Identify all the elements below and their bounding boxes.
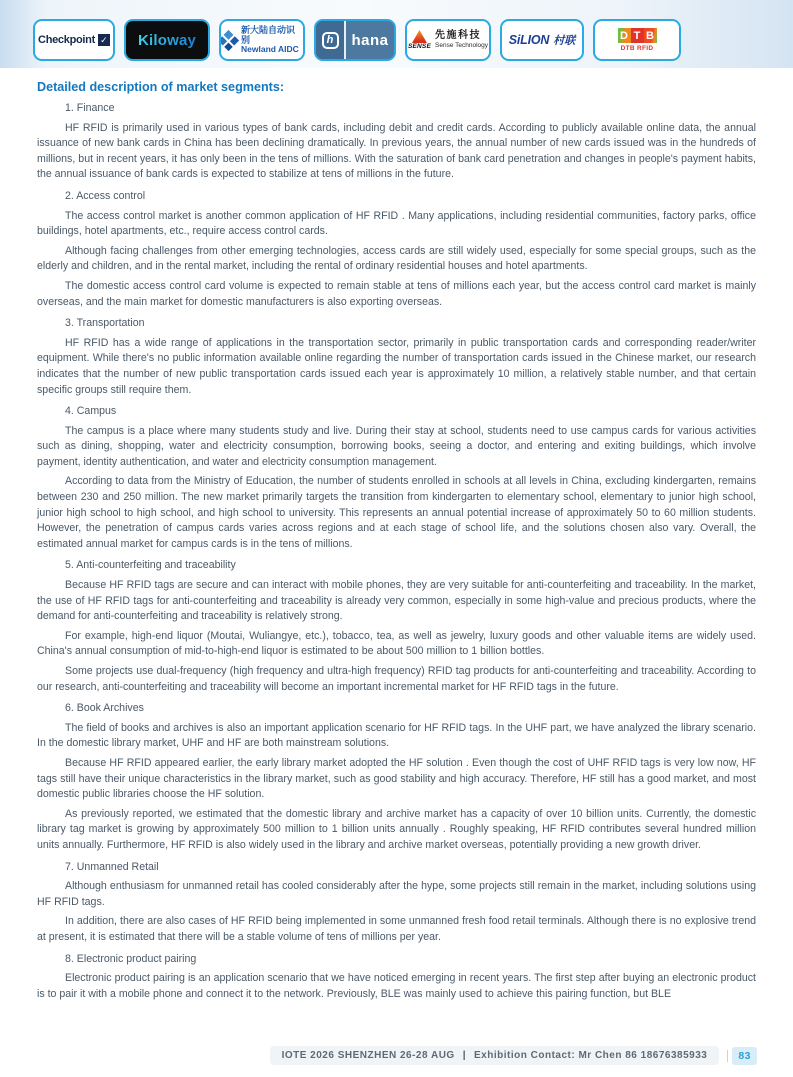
logo-newland bbox=[219, 19, 305, 61]
page-title: Detailed description of market segments: bbox=[37, 80, 285, 94]
section-title: 5. Anti-counterfeiting and traceability bbox=[65, 559, 236, 572]
section-title: 8. Electronic product pairing bbox=[65, 952, 197, 965]
paragraph: The domestic access control card volume is expected to remain stable at tens of millions each year, but the access control card market is mainly overseas, and the main market for domestic manufacturers is also exporting overseas. bbox=[37, 279, 756, 308]
silion-wordmark: SiLION bbox=[508, 33, 550, 47]
section-title: 3. Transportation bbox=[65, 317, 145, 330]
dtb-sub-label: DTB RFID bbox=[620, 45, 654, 52]
paragraph: HF RFID has a wide range of applications in the transportation sector, primarily in public transportation cards and corresponding reader/writer equipment. While there's no public information available online regarding the number of transportation cards issued in the Chinese market, our research indicates that the number of new public transportation cards issued each year is approximately 10 million, a relatively stable number, and that certain specific groups still require them. bbox=[37, 336, 756, 396]
market-segment-section bbox=[37, 701, 756, 853]
footer-event-label: IOTE 2026 SHENZHEN 26-28 AUG bbox=[281, 1050, 455, 1061]
checkpoint-wordmark: Checkpoint bbox=[38, 34, 95, 46]
logo-checkpoint bbox=[33, 19, 115, 61]
logo-sense bbox=[405, 19, 491, 61]
sense-cn-label: 先施科技 bbox=[435, 30, 482, 42]
market-segment-section bbox=[37, 189, 756, 310]
market-segment-section bbox=[37, 404, 756, 552]
newland-cn-label: 新大陆自动识别 bbox=[241, 24, 296, 46]
footer-contact-label: Exhibition Contact: Mr Chen 86 18676385933 bbox=[474, 1050, 708, 1061]
logo-silion bbox=[500, 19, 584, 61]
sense-brand-label: SENSE bbox=[407, 43, 432, 50]
footer-separator: | bbox=[462, 1050, 467, 1061]
paragraph: Although enthusiasm for unmanned retail has cooled considerably after the hype, some projects still remain in the market, including solutions using HF RFID tags. bbox=[37, 880, 756, 908]
paragraph: For example, high-end liquor (Moutai, Wuliangye, etc.), tobacco, tea, as well as jewelry, luxury goods and other valuable items are widely used. China's annual consumption of mid-to-high-end liquor is estimated to be about 500 million to 1 billion bottles. bbox=[37, 629, 756, 658]
section-title: 1. Finance bbox=[65, 102, 115, 114]
content bbox=[37, 80, 756, 1002]
market-segment-section bbox=[37, 558, 756, 695]
paragraph: HF RFID is primarily used in various types of bank cards, including debit and credit cards. According to publicly available online data, the annual issuance of new bank cards in China has been declining dramatically. In previous years, the annual number of new cards issued was in the hundreds of millions, but in recent years, it has only been in the tens of millions. With the saturation of bank card penetration and changes in people's payment habits, the annual issuance of bank cards is expected to stabilize at tens of millions in the future. bbox=[37, 121, 756, 181]
paragraph: According to data from the Ministry of Education, the number of students enrolled in schools at all levels in China, excluding kindergarten, remains between 230 and 250 million. The new market primarily targets the transition from kindergarten to elementary school, elementary to junior high school, junior high school to high school, and high school to university. This represents an annual potential increase of approximately 50 to 60 million students. However, the penetration of campus cards varies across regions and at each stage of school life, and the solutions chosen also vary. Overall, the estimated annual market for campus cards is in the tens of millions. bbox=[37, 475, 756, 550]
paragraph: The campus is a place where many students study and live. During their stay at school, students need to use campus cards for various activities such as dining, shopping, water and electricity consumption, borrowing books, seeing a doctor, and entering and exiting buildings, which involve payment, identity authentication, and water and electricity consumption management. bbox=[37, 424, 756, 468]
footer-strip bbox=[270, 1046, 720, 1065]
section-title: 4. Campus bbox=[65, 405, 117, 418]
section-title: 7. Unmanned Retail bbox=[65, 860, 159, 873]
sponsor-banner bbox=[0, 0, 793, 68]
paragraph: The access control market is another common application of HF RFID . Many applications, including residential communities, factory parks, office buildings, hotel apartments, etc., require access control cards. bbox=[37, 209, 756, 238]
paragraph: Because HF RFID appeared earlier, the early library market adopted the HF solution . Even though the cost of UHF RFID tags is very low now, HF tags still have their unique characteristics in the library market, such as good stability and high accuracy. Therefore, HF still has a good market, and most domestic public libraries choose the HF solution. bbox=[37, 756, 756, 801]
sense-triangle-icon bbox=[408, 30, 431, 50]
paragraph: Some projects use dual-frequency (high frequency and ultra-high frequency) RFID tag products for anti-counterfeiting and traceability. According to our research, anti-counterfeiting and traceability will become an important incremental market for HF RFID tags in the future. bbox=[37, 665, 756, 693]
page-number-badge: 83 bbox=[732, 1047, 757, 1065]
hana-monogram-icon: h bbox=[322, 32, 339, 49]
logo-dtb bbox=[593, 19, 681, 61]
paragraph: As previously reported, we estimated that the domestic library and archive market has a capacity of over 10 billion units. Currently, the domestic library tag market is growing by approximately 500 million to 1 billion units annually . Roughly speaking, HF RFID contributes several hundred million units annually. Furthermore, HF RFID is also widely used in the library and archive market overseas, potentially providing a new growth driver. bbox=[37, 807, 756, 851]
logo-kiloway bbox=[124, 19, 210, 61]
checkpoint-check-icon: ✓ bbox=[98, 34, 110, 46]
paragraph: In addition, there are also cases of HF RFID being implemented in some unmanned fresh food retail terminals. Although there is no explosive trend at present, it is estimated that there will be a stable volume of tens of millions per year. bbox=[37, 915, 756, 943]
silion-cn-label: 村联 bbox=[553, 35, 576, 47]
hana-wordmark: hana bbox=[351, 31, 389, 49]
logo-hana bbox=[314, 19, 396, 61]
paragraph: Electronic product pairing is an application scenario that we have noticed emerging in recent years. The first step after buying an electronic product is to pair it with a mobile phone and connect it to the network. Previously, BLE was mainly used to achieve this pairing function, but BLE bbox=[37, 972, 756, 1000]
market-segment-section bbox=[37, 316, 756, 398]
footer-divider bbox=[727, 1050, 728, 1062]
newland-diamond-icon bbox=[219, 29, 239, 50]
paragraph: Because HF RFID tags are secure and can interact with mobile phones, they are very suitable for anti-counterfeiting and traceability. In the market, the use of HF RFID tags for anti-counterfeiting and traceability is already very common, especially in some high-value and precious products, where the demand for anti-counterfeiting and traceability is relatively strong. bbox=[37, 579, 756, 623]
kiloway-wordmark: Kiloway bbox=[137, 31, 197, 49]
newland-wordmark bbox=[241, 25, 303, 55]
dtb-tiles-icon: D T B bbox=[618, 28, 657, 43]
market-segment-sections bbox=[37, 101, 756, 1002]
paragraph: Although facing challenges from other emerging technologies, access cards are still widely used, especially for some special groups, such as the elderly and children, and in the rental market, including the rental of ordinary residential houses and hotel apartments. bbox=[37, 244, 756, 273]
paragraph: The field of books and archives is also an important application scenario for HF RFID tags. In the UHF part, we have analyzed the library scenario. In the domestic library market, UHF and HF are both mainstream solutions. bbox=[37, 721, 756, 750]
sense-en-label: Sense Technology bbox=[435, 42, 489, 50]
section-title: 6. Book Archives bbox=[65, 702, 144, 715]
page-footer bbox=[0, 1046, 757, 1065]
hana-icon-panel bbox=[316, 21, 346, 59]
section-title: 2. Access control bbox=[65, 189, 146, 202]
market-segment-section bbox=[37, 952, 756, 1003]
market-segment-section bbox=[37, 860, 756, 946]
market-segment-section bbox=[37, 101, 756, 183]
newland-en-label: Newland AIDC bbox=[241, 44, 299, 55]
sense-wordmark bbox=[435, 30, 488, 50]
